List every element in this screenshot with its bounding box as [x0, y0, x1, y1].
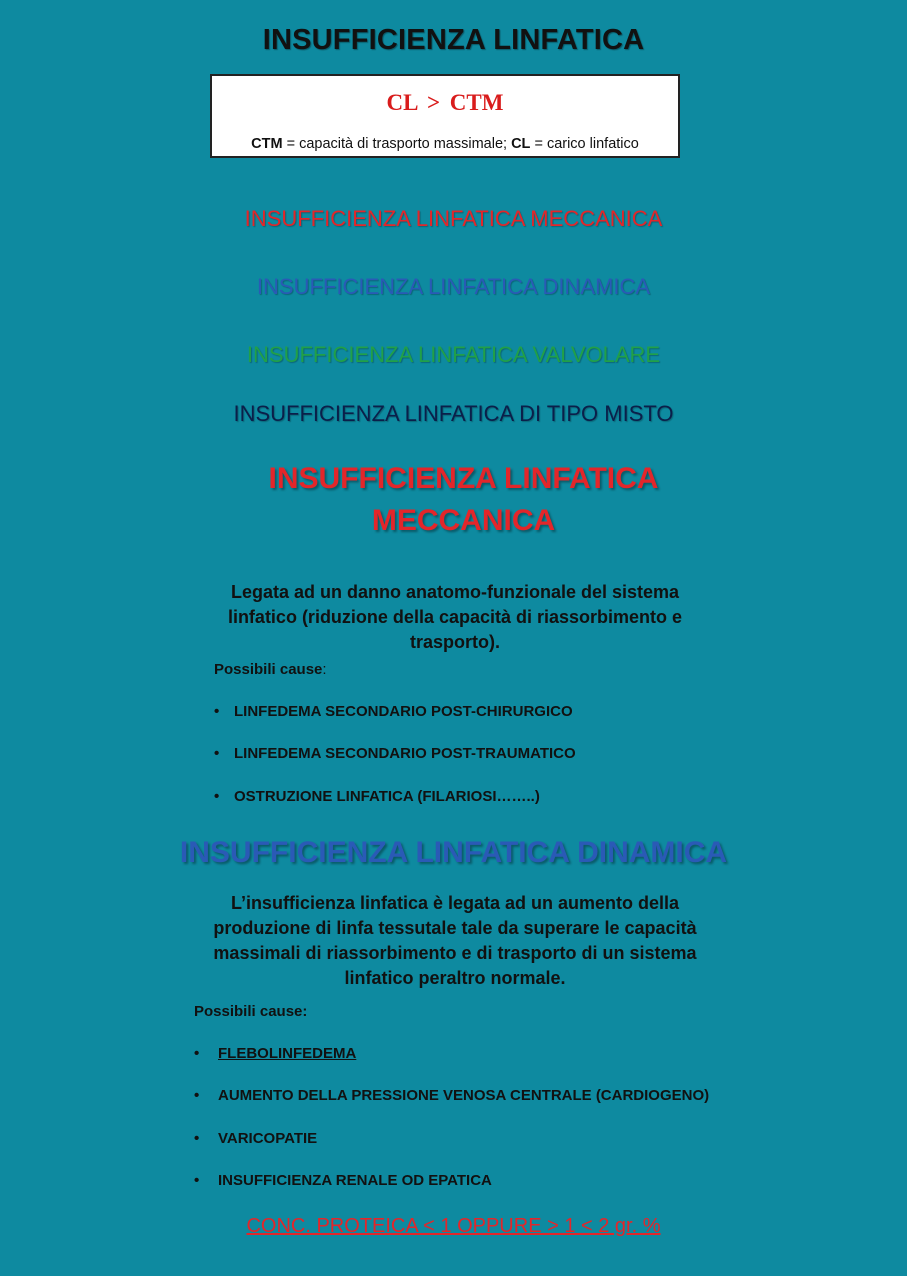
type-mechanical: INSUFFICIENZA LINFATICA MECCANICA — [244, 206, 663, 231]
cl-abbr: CL — [511, 136, 531, 152]
type-mixed: INSUFFICIENZA LINFATICA DI TIPO MISTO — [233, 401, 674, 426]
type-valvular: INSUFFICIENZA LINFATICA VALVOLARE — [246, 342, 661, 367]
protein-concentration-note: CONC. PROTEICA < 1 OPPURE > 1 < 2 gr. % — [246, 1215, 661, 1237]
bullet-icon: • — [194, 1045, 200, 1062]
dynamic-causes-label: Possibili cause: — [194, 1003, 308, 1020]
bullet-icon: • — [194, 1087, 200, 1104]
bullet-icon: • — [214, 788, 220, 805]
bullet-icon: • — [214, 745, 220, 762]
list-item: • VARICOPATIE — [194, 1130, 318, 1147]
type-dynamic: INSUFFICIENZA LINFATICA DINAMICA — [256, 274, 651, 299]
mechanical-causes-label: Possibili cause: — [214, 661, 327, 678]
list-item: • INSUFFICIENZA RENALE OD EPATICA — [194, 1172, 492, 1189]
ctm-definition: = capacità di trasporto massimale; — [282, 136, 512, 152]
formula-legend — [212, 136, 678, 152]
dynamic-description: L’insufficienza linfatica è legata ad un aumento della produzione di linfa tessutale tale da superare le capacità massimali di riassorbimento e di trasporto di un sistema linfatico peraltro normale. — [213, 893, 697, 988]
list-item: • LINFEDEMA SECONDARIO POST-TRAUMATICO — [214, 745, 576, 762]
formula: CL > CTM — [386, 90, 504, 115]
bullet-icon: • — [214, 703, 220, 720]
bullet-icon: • — [194, 1130, 200, 1147]
formula-box — [210, 74, 680, 158]
list-item: • LINFEDEMA SECONDARIO POST-CHIRURGICO — [214, 703, 573, 720]
list-item: • OSTRUZIONE LINFATICA (FILARIOSI……..) — [214, 788, 540, 805]
mechanical-section-title — [0, 458, 907, 542]
mechanical-title-line2: MECCANICA — [371, 504, 556, 537]
page-title: INSUFFICIENZA LINFATICA — [262, 24, 645, 56]
cl-definition: = carico linfatico — [530, 136, 639, 152]
mechanical-title-line1: INSUFFICIENZA LINFATICA — [268, 462, 659, 495]
mechanical-description: Legata ad un danno anatomo-funzionale del sistema linfatico (riduzione della capacità di riassorbimento e trasporto). — [227, 582, 683, 652]
list-item: • FLEBOLINFEDEMA — [194, 1045, 357, 1062]
list-item: • AUMENTO DELLA PRESSIONE VENOSA CENTRALE (CARDIOGENO) — [194, 1087, 710, 1104]
ctm-abbr: CTM — [251, 136, 283, 152]
dynamic-section-title: INSUFFICIENZA LINFATICA DINAMICA — [179, 836, 728, 869]
bullet-icon: • — [194, 1172, 200, 1189]
